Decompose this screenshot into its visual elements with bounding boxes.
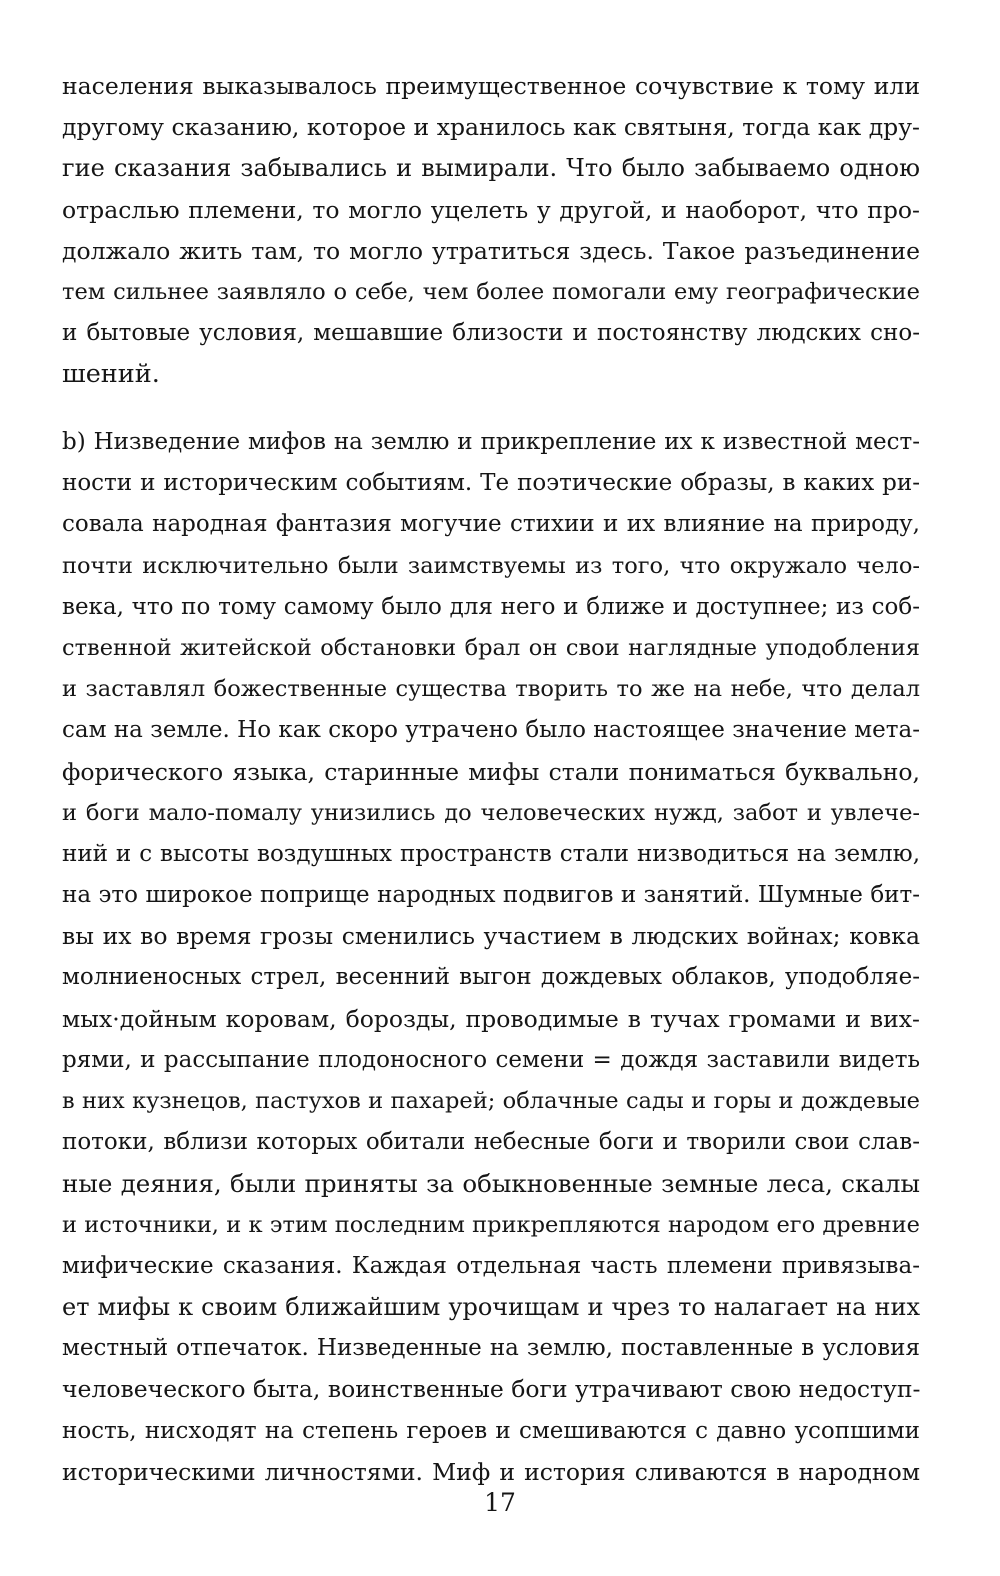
text-line: отраслью племени, то могло уцелеть у другой, и наоборот, что про- [62,195,920,224]
page-number: 17 [484,1488,516,1517]
text-line: молниеносных стрел, весенний выгон дождевых облаков, уподобляе- [62,964,920,991]
text-line: мых·дойным коровам, борозды, проводимые в тучах громами и вих- [62,1004,920,1033]
text-line: мифические сказания. Каждая отдельная часть племени привязыва- [62,1252,920,1279]
text-line: на это широкое поприще народных подвигов и занятий. Шумные бит- [62,882,920,909]
text-line: рями, и рассыпание плодоносного семени = дождя заставили видеть [62,1046,920,1073]
text-line: ность, нисходят на степень героев и смешиваются с давно усопшими [62,1417,920,1444]
text-line: ные деяния, были приняты за обыкновенные земные леса, скалы [62,1169,920,1199]
text-line: форического языка, старинные мифы стали пониматься буквально, [62,757,920,786]
text-line: должало жить там, то могло утратиться здесь. Такое разъединение [62,236,920,265]
text-line: вы их во время грозы сменились участием в людских войнах; ковка [62,922,920,951]
text-line: в них кузнецов, пастухов и пахарей; облачные сады и горы и дождевые [62,1088,920,1114]
text-line: и источники, и к этим последним прикрепляются народом его древние [62,1211,920,1238]
paragraph-1 [62,66,920,396]
text-line: гие сказания забывались и вымирали. Что было забываемо одною [62,154,920,183]
text-line: века, что по тому самому было для него и ближе и доступнее; из соб- [62,593,920,620]
text-line: ний и с высоты воздушных пространств стали низводиться на землю, [62,840,920,867]
text-line: ственной житейской обстановки брал он свои наглядные уподобления [62,634,920,661]
text-line: совала народная фантазия могучие стихии и их влияние на природу, [62,511,920,538]
text-line: местный отпечаток. Низведенные на землю, поставленные в условия [62,1335,920,1362]
text-line: и заставлял божественные существа творить то же на небе, что делал [62,676,920,703]
text-line: и боги мало-помалу унизились до человеческих нужд, забот и увлече- [62,799,920,826]
text-line: шений. [62,359,160,390]
text-line: ности и историческим событиям. Те поэтические образы, в каких ри- [62,470,920,497]
text-line: b) Низведение мифов на землю и прикрепление их к известной мест- [62,429,920,455]
text-line: почти исключительно были заимствуемы из того, что окружало чело- [62,552,920,579]
text-line: населения выказывалось преимущественное сочувствие к тому или [62,72,920,100]
text-line: историческими личностями. Миф и история сливаются в народном [62,1457,920,1486]
paragraph-2 [62,422,920,1493]
text-line: потоки, вблизи которых обитали небесные боги и творили свои слав- [62,1129,920,1156]
text-line: и бытовые условия, мешавшие близости и постоянству людских сно- [62,320,920,347]
text-line: человеческого быта, воинственные боги утрачивают свою недоступ- [62,1375,920,1404]
text-line: тем сильнее заявляло о себе, чем более помогали ему географические [62,278,920,305]
text-line: ет мифы к своим ближайшим урочищам и чрез то налагает на них [62,1292,920,1321]
text-line: другому сказанию, которое и хранилось как святыня, тогда как дру- [62,113,920,142]
text-line: сам на земле. Но как скоро утрачено было настоящее значение мета- [62,717,920,744]
